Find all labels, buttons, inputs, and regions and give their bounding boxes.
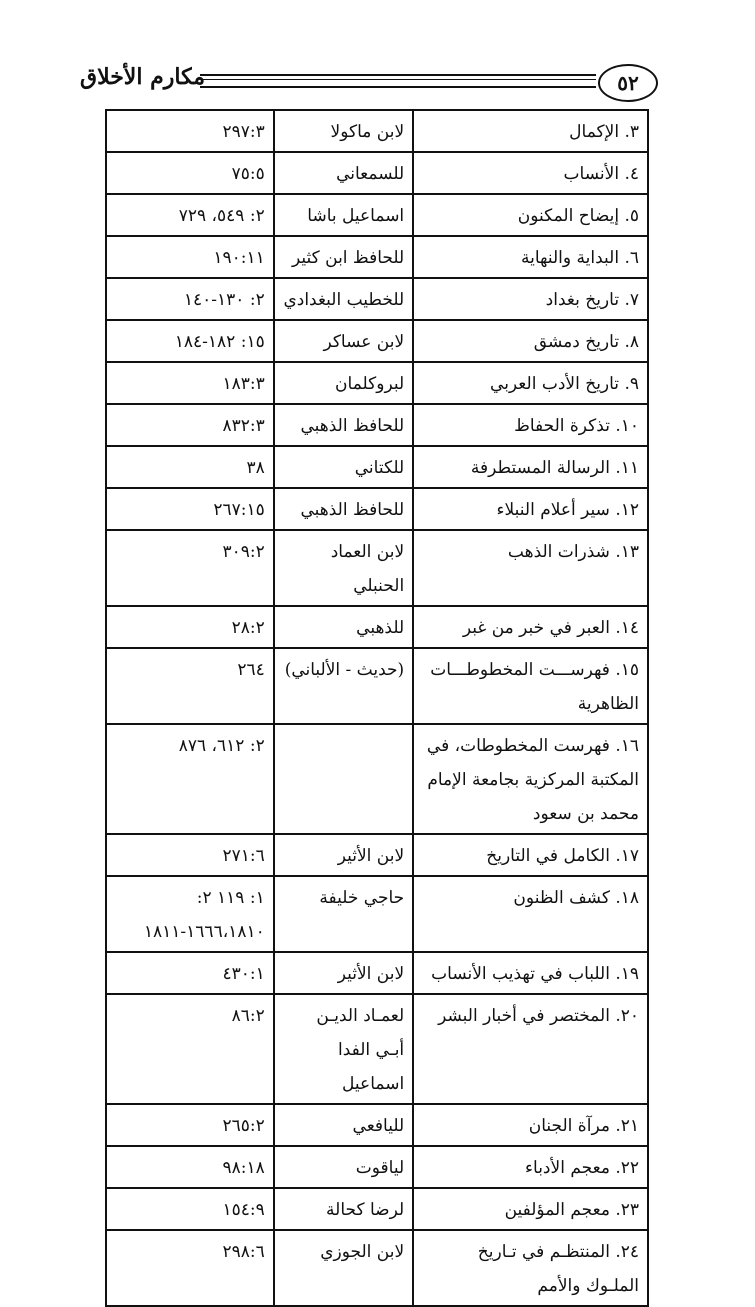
reference-cell: ٢٦٥:٢	[106, 1104, 274, 1146]
table-row	[106, 834, 648, 876]
reference-cell: ١٥: ١٨٢-١٨٤	[106, 320, 274, 362]
book-title-cell: ٨. تاريخ دمشق	[413, 320, 648, 362]
book-title-cell: ١٢. سير أعلام النبلاء	[413, 488, 648, 530]
table-row	[106, 194, 648, 236]
reference-cell: ٤٣٠:١	[106, 952, 274, 994]
author-cell: لبروكلمان	[274, 362, 413, 404]
author-cell: لعمـاد الديـن أبـي الفدا اسماعيل	[274, 994, 413, 1104]
author-cell: لابن عساكر	[274, 320, 413, 362]
book-title-cell: ١٠. تذكرة الحفاظ	[413, 404, 648, 446]
book-title-cell: ١٣. شذرات الذهب	[413, 530, 648, 606]
table-row	[106, 152, 648, 194]
book-title-cell: ٢٣. معجم المؤلفين	[413, 1188, 648, 1230]
author-cell: (حديث - الألباني)	[274, 648, 413, 724]
table-row	[106, 952, 648, 994]
reference-cell: ١٥٤:٩	[106, 1188, 274, 1230]
references-table	[105, 109, 649, 1307]
book-title-cell: ١٦. فهرست المخطوطات، في المكتبة المركزية بجامعة الإمام محمد بن سعود	[413, 724, 648, 834]
author-cell: للحافظ الذهبي	[274, 404, 413, 446]
book-title-cell: ٩. تاريخ الأدب العربي	[413, 362, 648, 404]
table-row	[106, 606, 648, 648]
reference-cell: ١٩٠:١١	[106, 236, 274, 278]
reference-cell: ٩٨:١٨	[106, 1146, 274, 1188]
book-title-cell: ٥. إيضاح المكنون	[413, 194, 648, 236]
page-header	[80, 62, 666, 102]
author-cell: لليافعي	[274, 1104, 413, 1146]
author-cell: لابن الجوزي	[274, 1230, 413, 1306]
reference-cell: ٢٧١:٦	[106, 834, 274, 876]
reference-cell: ٧٥:٥	[106, 152, 274, 194]
table-row	[106, 320, 648, 362]
author-cell: للخطيب البغدادي	[274, 278, 413, 320]
author-cell: للذهبي	[274, 606, 413, 648]
author-cell: لابن الأثير	[274, 834, 413, 876]
table-row	[106, 110, 648, 152]
reference-cell: ٨٦:٢	[106, 994, 274, 1104]
table-row	[106, 1230, 648, 1306]
author-cell: لابن الأثير	[274, 952, 413, 994]
book-title-cell: ١٤. العبر في خبر من غبر	[413, 606, 648, 648]
page-number-text: ٥٢	[617, 71, 639, 95]
book-title-cell: ٢١. مرآة الجنان	[413, 1104, 648, 1146]
reference-cell: ٢: ٥٤٩، ٧٢٩	[106, 194, 274, 236]
book-title-cell: ٢٤. المنتظـم في تـاريخ الملـوك والأمم	[413, 1230, 648, 1306]
book-title-cell: ١٥. فهرســـت المخطوطـــات الظاهرية	[413, 648, 648, 724]
table-row	[106, 488, 648, 530]
reference-cell: ٢٨:٢	[106, 606, 274, 648]
author-cell: لابن ماكولا	[274, 110, 413, 152]
reference-cell: ٢٩٨:٦	[106, 1230, 274, 1306]
reference-cell: ٣٨	[106, 446, 274, 488]
reference-cell: ١: ١١٩ ٢: ١٦٦٦،١٨١٠-١٨١١	[106, 876, 274, 952]
book-title-cell: ١٧. الكامل في التاريخ	[413, 834, 648, 876]
table-row	[106, 724, 648, 834]
book-title-cell: ٣. الإكمال	[413, 110, 648, 152]
author-cell	[274, 724, 413, 834]
book-title-cell: ٧. تاريخ بغداد	[413, 278, 648, 320]
table-row	[106, 362, 648, 404]
reference-cell: ١٨٣:٣	[106, 362, 274, 404]
book-title-cell: ٢٠. المختصر في أخبار البشر	[413, 994, 648, 1104]
references-table-body	[106, 110, 648, 1306]
table-row	[106, 876, 648, 952]
table-row	[106, 994, 648, 1104]
author-cell: لرضا كحالة	[274, 1188, 413, 1230]
author-cell: لياقوت	[274, 1146, 413, 1188]
book-title-cell: ١٨. كشف الظنون	[413, 876, 648, 952]
author-cell: حاجي خليفة	[274, 876, 413, 952]
table-row	[106, 404, 648, 446]
reference-cell: ٢٩٧:٣	[106, 110, 274, 152]
book-title-cell: ٤. الأنساب	[413, 152, 648, 194]
book-title-cell: ١١. الرسالة المستطرفة	[413, 446, 648, 488]
table-row	[106, 236, 648, 278]
book-title-cell: ١٩. اللباب في تهذيب الأنساب	[413, 952, 648, 994]
author-cell: للسمعاني	[274, 152, 413, 194]
author-cell: للكتاني	[274, 446, 413, 488]
header-rule	[200, 74, 596, 88]
author-cell: لابن العماد الحنبلي	[274, 530, 413, 606]
table-row	[106, 1146, 648, 1188]
table-row	[106, 446, 648, 488]
reference-cell: ٢: ١٣٠-١٤٠	[106, 278, 274, 320]
reference-cell: ٨٣٢:٣	[106, 404, 274, 446]
running-title: مكارم الأخلاق	[80, 64, 205, 90]
reference-cell: ٣٠٩:٢	[106, 530, 274, 606]
table-row	[106, 278, 648, 320]
table-row	[106, 1104, 648, 1146]
book-title-cell: ٦. البداية والنهاية	[413, 236, 648, 278]
reference-cell: ٢٦٧:١٥	[106, 488, 274, 530]
table-row	[106, 648, 648, 724]
reference-cell: ٢: ٦١٢، ٨٧٦	[106, 724, 274, 834]
page-number	[598, 64, 658, 102]
author-cell: للحافظ الذهبي	[274, 488, 413, 530]
table-row	[106, 530, 648, 606]
reference-cell: ٢٦٤	[106, 648, 274, 724]
book-title-cell: ٢٢. معجم الأدباء	[413, 1146, 648, 1188]
author-cell: اسماعيل باشا	[274, 194, 413, 236]
table-row	[106, 1188, 648, 1230]
author-cell: للحافظ ابن كثير	[274, 236, 413, 278]
